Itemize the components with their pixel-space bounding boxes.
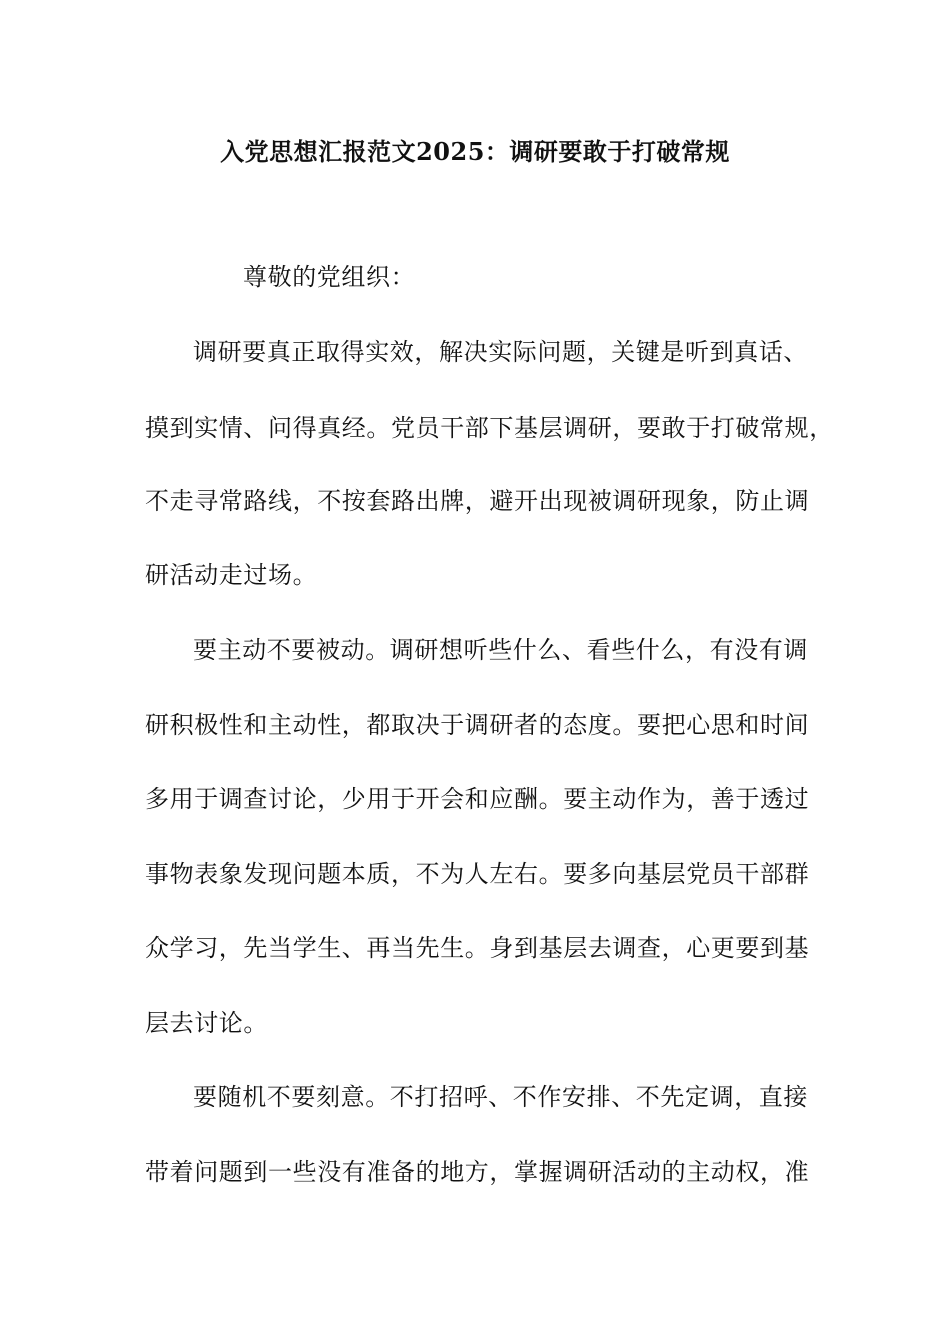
paragraph-1-line-2: 摸到实情、问得真经。党员干部下基层调研，要敢于打破常规， bbox=[145, 414, 834, 442]
paragraph-2-line-4: 事物表象发现问题本质，不为人左右。要多向基层党员干部群 bbox=[145, 860, 810, 888]
salutation: 尊敬的党组织： bbox=[243, 263, 416, 291]
paragraph-2-line-2: 研积极性和主动性，都取决于调研者的态度。要把心思和时间 bbox=[145, 711, 810, 739]
paragraph-1-line-3: 不走寻常路线，不按套路出牌，避开出现被调研现象，防止调 bbox=[145, 487, 810, 515]
paragraph-3-line-2: 带着问题到一些没有准备的地方，掌握调研活动的主动权，准 bbox=[145, 1158, 810, 1186]
paragraph-2-line-6: 层去讨论。 bbox=[145, 1009, 268, 1037]
paragraph-1-line-1: 调研要真正取得实效，解决实际问题，关键是听到真话、 bbox=[193, 338, 808, 366]
paragraph-1-line-4: 研活动走过场。 bbox=[145, 561, 318, 589]
paragraph-2-line-5: 众学习，先当学生、再当先生。身到基层去调查，心更要到基 bbox=[145, 934, 810, 962]
paragraph-2-line-1: 要主动不要被动。调研想听些什么、看些什么，有没有调 bbox=[193, 636, 808, 664]
paragraph-3-line-1: 要随机不要刻意。不打招呼、不作安排、不先定调，直接 bbox=[193, 1083, 808, 1111]
document-title: 入党思想汇报范文2025：调研要敢于打破常规 bbox=[220, 137, 730, 166]
paragraph-2-line-3: 多用于调查讨论，少用于开会和应酬。要主动作为，善于透过 bbox=[145, 785, 810, 813]
